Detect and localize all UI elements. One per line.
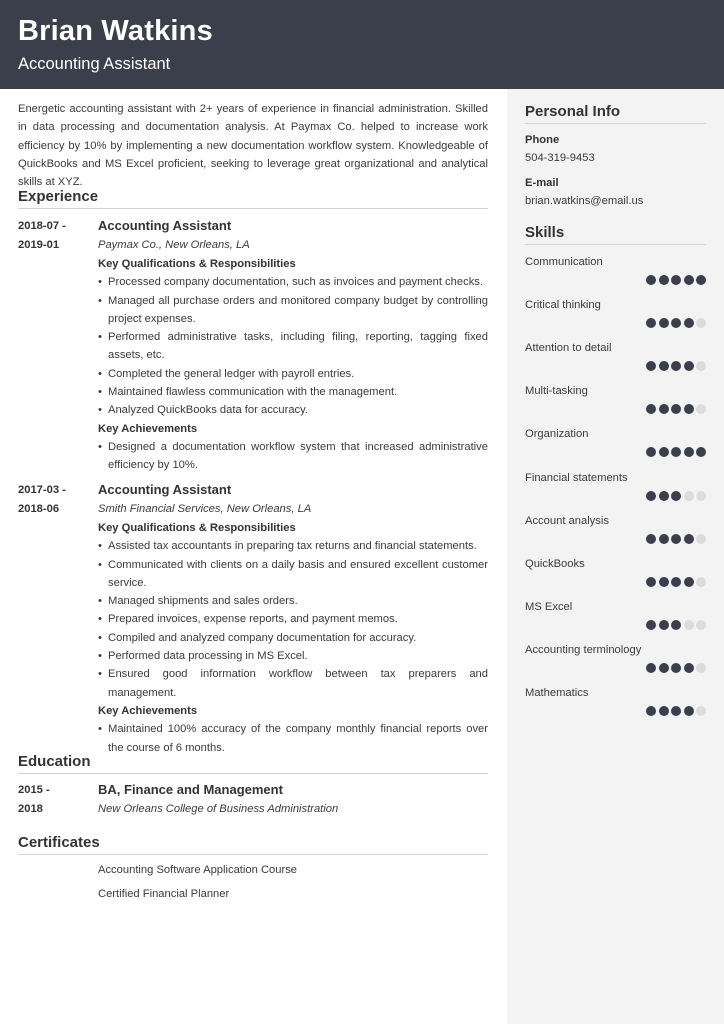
skill-rating bbox=[646, 620, 706, 630]
rating-dot-filled bbox=[671, 447, 681, 457]
skill-item bbox=[525, 644, 706, 684]
education-start-date: 2015 - bbox=[18, 784, 50, 796]
job-start-date: 2018-07 - bbox=[18, 220, 66, 232]
rating-dot-empty bbox=[696, 491, 706, 501]
rating-dot-filled bbox=[646, 663, 656, 673]
email-value: brian.watkins@email.us bbox=[525, 195, 644, 207]
rating-dot-filled bbox=[671, 706, 681, 716]
rating-dot-filled bbox=[646, 534, 656, 544]
skill-rating bbox=[646, 706, 706, 716]
skill-rating bbox=[646, 361, 706, 371]
skill-item bbox=[525, 687, 706, 727]
rating-dot-empty bbox=[696, 361, 706, 371]
rating-dot-filled bbox=[671, 534, 681, 544]
job-title: Accounting Assistant bbox=[98, 218, 232, 233]
skill-rating bbox=[646, 404, 706, 414]
skill-rating bbox=[646, 491, 706, 501]
certificates-heading: Certificates bbox=[18, 834, 488, 855]
rating-dot-empty bbox=[696, 663, 706, 673]
rating-dot-filled bbox=[659, 577, 669, 587]
rating-dot-empty bbox=[696, 318, 706, 328]
job-company: Paymax Co., New Orleans, LA bbox=[98, 239, 250, 251]
bullet-item: • Performed data processing in MS Excel. bbox=[98, 647, 488, 665]
education-end-date: 2018 bbox=[18, 803, 43, 815]
rating-dot-empty bbox=[696, 404, 706, 414]
skill-rating bbox=[646, 534, 706, 544]
rating-dot-filled bbox=[659, 534, 669, 544]
resume-header bbox=[0, 0, 724, 89]
skill-item bbox=[525, 428, 706, 468]
skill-item bbox=[525, 385, 706, 425]
personal-info-heading: Personal Info bbox=[525, 103, 706, 124]
rating-dot-filled bbox=[659, 706, 669, 716]
skill-rating bbox=[646, 577, 706, 587]
email-label: E-mail bbox=[525, 177, 559, 189]
rating-dot-filled bbox=[646, 577, 656, 587]
responsibilities-heading: Key Qualifications & Responsibilities bbox=[98, 258, 296, 270]
rating-dot-filled bbox=[646, 706, 656, 716]
rating-dot-filled bbox=[671, 491, 681, 501]
skill-name: Multi-tasking bbox=[525, 385, 588, 398]
rating-dot-filled bbox=[659, 663, 669, 673]
rating-dot-filled bbox=[671, 275, 681, 285]
bullet-item: • Prepared invoices, expense reports, and payment memos. bbox=[98, 610, 488, 628]
bullet-item: • Managed all purchase orders and monitored company budget by controlling project expenses. bbox=[98, 292, 488, 329]
rating-dot-filled bbox=[671, 361, 681, 371]
rating-dot-filled bbox=[646, 361, 656, 371]
skill-name: Account analysis bbox=[525, 514, 609, 527]
rating-dot-empty bbox=[696, 534, 706, 544]
sidebar bbox=[507, 89, 724, 1024]
rating-dot-filled bbox=[646, 275, 656, 285]
phone-value: 504-319-9453 bbox=[525, 152, 595, 164]
skill-name: Financial statements bbox=[525, 471, 628, 484]
bullet-item: • Managed shipments and sales orders. bbox=[98, 592, 488, 610]
skill-item bbox=[525, 558, 706, 598]
job-end-date: 2019-01 bbox=[18, 239, 60, 251]
skill-name: Accounting terminology bbox=[525, 643, 642, 656]
bullet-item: • Designed a documentation workflow system that increased administrative efficiency by 10%. bbox=[98, 438, 488, 475]
candidate-title: Accounting Assistant bbox=[18, 55, 171, 73]
achievements-heading: Key Achievements bbox=[98, 704, 198, 717]
rating-dot-filled bbox=[671, 318, 681, 328]
rating-dot-empty bbox=[696, 577, 706, 587]
rating-dot-filled bbox=[659, 275, 669, 285]
rating-dot-filled bbox=[659, 361, 669, 371]
skill-name: Communication bbox=[525, 256, 603, 268]
responsibilities-list bbox=[98, 537, 488, 702]
job-end-date: 2018-06 bbox=[18, 503, 60, 515]
degree: BA, Finance and Management bbox=[98, 782, 283, 797]
bullet-item: • Completed the general ledger with payroll entries. bbox=[98, 365, 488, 383]
phone-label: Phone bbox=[525, 134, 560, 146]
rating-dot-empty bbox=[696, 620, 706, 630]
skill-item bbox=[525, 601, 706, 641]
skill-name: Mathematics bbox=[525, 687, 589, 699]
certificate-item: Accounting Software Application Course bbox=[98, 864, 298, 876]
skill-rating bbox=[646, 318, 706, 328]
experience-heading: Experience bbox=[18, 188, 488, 209]
responsibilities-heading: Key Qualifications & Responsibilities bbox=[98, 522, 296, 534]
skill-rating bbox=[646, 447, 706, 457]
rating-dot-filled bbox=[684, 404, 694, 414]
rating-dot-empty bbox=[684, 620, 694, 630]
rating-dot-filled bbox=[684, 577, 694, 587]
bullet-item: • Maintained flawless communication with the management. bbox=[98, 383, 488, 401]
rating-dot-filled bbox=[684, 447, 694, 457]
candidate-name: Brian Watkins bbox=[18, 15, 213, 47]
skills-heading: Skills bbox=[525, 224, 706, 245]
skill-item bbox=[525, 342, 706, 382]
rating-dot-filled bbox=[646, 318, 656, 328]
job-company: Smith Financial Services, New Orleans, LA bbox=[98, 503, 312, 515]
skill-item bbox=[525, 515, 706, 555]
rating-dot-filled bbox=[684, 361, 694, 371]
job-start-date: 2017-03 - bbox=[18, 484, 66, 496]
skill-rating bbox=[646, 275, 706, 285]
rating-dot-filled bbox=[646, 620, 656, 630]
rating-dot-filled bbox=[696, 447, 706, 457]
achievements-heading: Key Achievements bbox=[98, 422, 198, 435]
bullet-item: • Assisted tax accountants in preparing tax returns and financial statements. bbox=[98, 537, 488, 555]
rating-dot-filled bbox=[659, 404, 669, 414]
skill-item bbox=[525, 256, 706, 296]
skill-name: Organization bbox=[525, 428, 589, 441]
skill-item bbox=[525, 299, 706, 339]
skill-item bbox=[525, 472, 706, 512]
rating-dot-filled bbox=[684, 706, 694, 716]
skill-name: QuickBooks bbox=[525, 557, 585, 570]
skill-name: Attention to detail bbox=[525, 342, 612, 355]
achievements-list bbox=[98, 720, 488, 757]
rating-dot-filled bbox=[646, 447, 656, 457]
rating-dot-filled bbox=[671, 404, 681, 414]
skill-rating bbox=[646, 663, 706, 673]
summary: Energetic accounting assistant with 2+ years of experience in financial administration. Skilled in data processing and documentation analysis. At Paymax Co. helped to increase work efficiency by 10% by implementing a new documentation workflow system. Knowledgeable of QuickBooks and MS Excel proficient, seeking to leverage great organizational and analytical skills at XYZ. bbox=[18, 103, 488, 189]
rating-dot-filled bbox=[684, 534, 694, 544]
skill-name: MS Excel bbox=[525, 600, 573, 613]
education-dates bbox=[18, 781, 88, 819]
school: New Orleans College of Business Administration bbox=[98, 803, 339, 815]
bullet-item: • Maintained 100% accuracy of the company monthly financial reports over the course of 6 months. bbox=[98, 720, 488, 757]
rating-dot-filled bbox=[659, 318, 669, 328]
achievements-list bbox=[98, 438, 488, 475]
job-dates bbox=[18, 481, 88, 519]
bullet-item: • Communicated with clients on a daily basis and ensured excellent customer service. bbox=[98, 556, 488, 593]
bullet-item: • Performed administrative tasks, including filing, reporting, tagging fixed assets, etc. bbox=[98, 328, 488, 365]
job-dates bbox=[18, 217, 88, 255]
rating-dot-filled bbox=[671, 620, 681, 630]
rating-dot-filled bbox=[684, 275, 694, 285]
rating-dot-filled bbox=[659, 447, 669, 457]
bullet-item: • Analyzed QuickBooks data for accuracy. bbox=[98, 401, 488, 419]
rating-dot-filled bbox=[671, 663, 681, 673]
bullet-item: • Ensured good information workflow between tax preparers and management. bbox=[98, 665, 488, 702]
rating-dot-filled bbox=[659, 491, 669, 501]
job-title: Accounting Assistant bbox=[98, 482, 232, 497]
rating-dot-filled bbox=[646, 491, 656, 501]
rating-dot-empty bbox=[696, 706, 706, 716]
rating-dot-filled bbox=[671, 577, 681, 587]
skill-name: Critical thinking bbox=[525, 299, 601, 312]
rating-dot-filled bbox=[696, 275, 706, 285]
responsibilities-list bbox=[98, 273, 488, 419]
rating-dot-filled bbox=[659, 620, 669, 630]
rating-dot-filled bbox=[646, 404, 656, 414]
bullet-item: • Processed company documentation, such as invoices and payment checks. bbox=[98, 273, 488, 291]
rating-dot-empty bbox=[684, 491, 694, 501]
bullet-item: • Compiled and analyzed company documentation for accuracy. bbox=[98, 629, 488, 647]
rating-dot-filled bbox=[684, 663, 694, 673]
education-heading: Education bbox=[18, 753, 488, 774]
rating-dot-filled bbox=[684, 318, 694, 328]
certificate-item: Certified Financial Planner bbox=[98, 888, 230, 900]
